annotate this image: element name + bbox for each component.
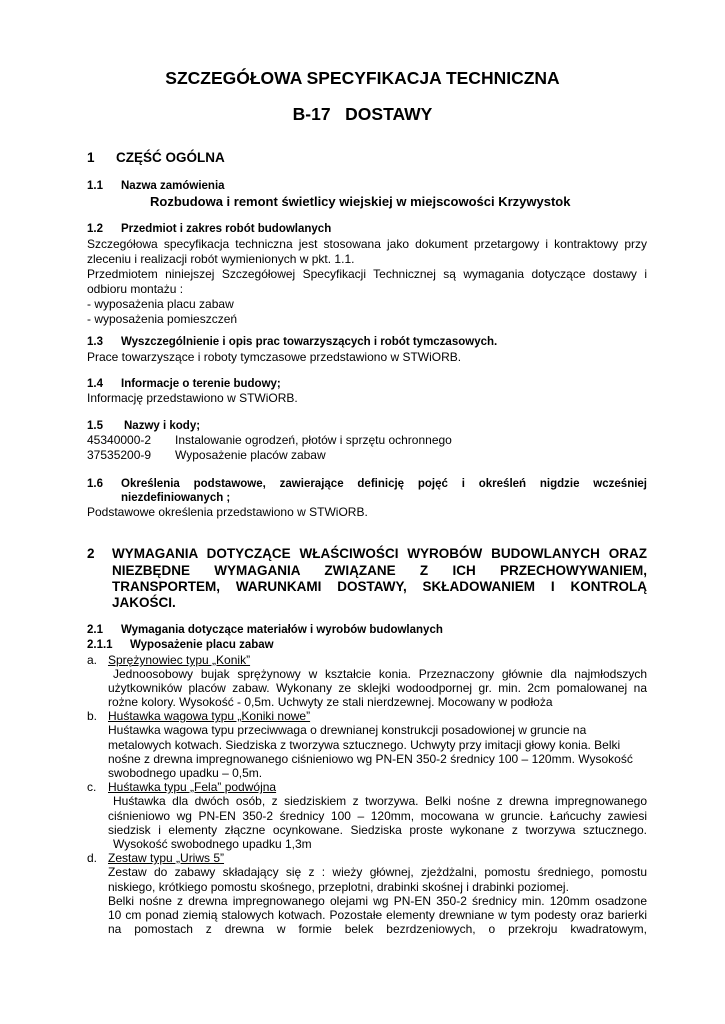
section-1-4-number: 1.4 xyxy=(87,378,103,390)
document-code: B-17 xyxy=(292,104,331,124)
section-1-2-line-2: zleceniu i realizacji robót wymienionych w pkt. 1.1. xyxy=(87,252,355,266)
section-1-6-text: Podstawowe określenia przedstawiono w STWiORB. xyxy=(87,505,368,519)
item-d-line-3: Belki nośne z drewna impregnowanego olejami wg PN-EN 350-2 średnicy min. 120mm osadzone xyxy=(108,894,647,908)
item-b-letter: b. xyxy=(87,709,98,723)
item-c-line-2: ciśnieniowo wg PN-EN 350-2 średnicy 100 – 120mm, mocowana w gruncie. Łańcuchy zawiesi xyxy=(108,809,647,823)
item-c-line-1: Huśtawka dla dwóch osób, z siedziskiem z tworzywa. Belki nośne z drewna impregnowanego xyxy=(113,794,647,808)
item-d-name: Zestaw typu „Uriws 5” xyxy=(108,851,225,865)
cpv-code-1: 45340000-2 xyxy=(87,433,152,447)
section-1-3-text: Prace towarzyszące i roboty tymczasowe przedstawiono w STWiORB. xyxy=(87,350,462,364)
item-c-line-4: Wysokość swobodnego upadku 1,3m xyxy=(113,837,312,851)
item-c-line-3: siedzisk i elementy złączne ocynkowane. Siedziska proste wykonane z tworzywa sztucznego. xyxy=(108,823,647,837)
item-b-line-3: nośne z drewna impregnowanego ciśnieniowo wg PN-EN 350-2 średnicy 100 – 120mm. Wysokość xyxy=(108,752,633,766)
section-2-title-line-2: NIEZBĘDNE WYMAGANIA ZWIĄZANE Z ICH PRZECHOWYWANIEM, xyxy=(112,563,647,578)
item-a-line-1: Jednoosobowy bujak sprężynowy w kształcie konia. Przeznaczony głównie dla najmłodszych xyxy=(113,667,647,681)
item-a-line-2: użytkowników placów zabaw. Wykonany ze sklejki wodoodpornej gr. min. 2cm pomalowanej na xyxy=(108,681,647,695)
item-d-line-1: Zestaw do zabawy składający się z : wieży głównej, zjeżdżalni, pomostu średniego, pomostu xyxy=(108,865,647,879)
item-a-name: Sprężynowiec typu „Konik” xyxy=(108,653,251,667)
section-1-3-number: 1.3 xyxy=(87,336,103,348)
section-2-title-line-1: WYMAGANIA DOTYCZĄCE WŁAŚCIWOŚCI WYROBÓW BUDOWLANYCH ORAZ xyxy=(112,546,647,561)
section-1-1-title: Nazwa zamówienia xyxy=(121,180,225,192)
section-1-4-title: Informacje o terenie budowy; xyxy=(121,378,281,390)
section-1-4-text: Informację przedstawiono w STWiORB. xyxy=(87,391,298,405)
section-1-5-title: Nazwy i kody; xyxy=(124,420,201,432)
cpv-desc-1: Instalowanie ogrodzeń, płotów i sprzętu ochronnego xyxy=(175,433,452,447)
item-d-line-2: niskiego, krótkiego pomostu skośnego, przeplotni, drabinki skośnej i drabinki poziomej. xyxy=(108,880,569,894)
section-1-2-line-3: Przedmiotem niniejszej Szczegółowej Specyfikacji Technicznej są wymagania dotyczące dostawy i xyxy=(87,267,647,281)
item-b-name: Huśtawka wagowa typu „Koniki nowe” xyxy=(108,709,311,723)
item-b-line-1: Huśtawka wagowa typu przeciwwaga o drewnianej konstrukcji posadowionej w gruncie na xyxy=(108,723,587,737)
section-1-6-number: 1.6 xyxy=(87,478,103,490)
section-2-1-number: 2.1 xyxy=(87,624,103,636)
section-2-number: 2 xyxy=(87,546,95,561)
section-1-2-line-1: Szczegółowa specyfikacja techniczna jest stosowana jako dokument przetargowy i kontraktowy przy xyxy=(87,237,647,251)
section-1-2-number: 1.2 xyxy=(87,223,103,235)
item-d-line-5: na pomostach z drewna w formie belek bezrdzeniowych, o przekroju kwadratowym, xyxy=(108,922,647,936)
item-d-line-4: 10 cm ponad ziemią stalowych kotwach. Pozostałe elementy drewniane w tym podesty oraz barierki xyxy=(108,908,647,922)
document-title: SZCZEGÓŁOWA SPECYFIKACJA TECHNICZNA xyxy=(165,68,560,88)
section-1-5-number: 1.5 xyxy=(87,420,103,432)
section-2-title-line-3: TRANSPORTEM, WARUNKAMI DOSTAWY, SKŁADOWANIEM I KONTROLĄ xyxy=(112,579,647,594)
cpv-code-2: 37535200-9 xyxy=(87,448,152,462)
section-2-1-1-number: 2.1.1 xyxy=(87,639,113,651)
section-1-number: 1 xyxy=(87,150,95,165)
section-1-6-title-line-1: Określenia podstawowe, zawierające definicję pojęć i określeń nigdzie wcześniej xyxy=(121,478,647,490)
order-name: Rozbudowa i remont świetlicy wiejskiej w miejscowości Krzywystok xyxy=(150,194,571,209)
section-1-3-title: Wyszczególnienie i opis prac towarzyszących i robót tymczasowych. xyxy=(121,336,498,348)
section-2-1-title: Wymagania dotyczące materiałów i wyrobów budowlanych xyxy=(121,624,443,636)
section-2-1-1-title: Wyposażenie placu zabaw xyxy=(130,639,274,651)
section-1-2-title: Przedmiot i zakres robót budowlanych xyxy=(121,223,332,235)
item-b-line-2: metalowych kotwach. Siedziska z tworzywa sztucznego. Uchwyty przy imitacji głowy konia. Belki xyxy=(108,738,621,752)
section-1-1-number: 1.1 xyxy=(87,180,103,192)
cpv-desc-2: Wyposażenie placów zabaw xyxy=(175,448,326,462)
section-1-2-line-4: odbioru montażu : xyxy=(87,282,184,296)
section-2-title-line-4: JAKOŚCI. xyxy=(112,595,176,610)
section-1-6-title-line-2: niezdefiniowanych ; xyxy=(121,492,231,504)
item-b-line-4: swobodnego upadku – 0,5m. xyxy=(108,766,263,780)
item-c-letter: c. xyxy=(87,780,97,794)
document-code-line xyxy=(0,104,725,125)
item-d-letter: d. xyxy=(87,851,98,865)
section-1-2-line-5: - wyposażenia placu zabaw xyxy=(87,297,234,311)
item-c-name: Huśtawka typu „Fela” podwójna xyxy=(108,780,277,794)
section-1-title: CZĘŚĆ OGÓLNA xyxy=(116,150,225,165)
item-a-letter: a. xyxy=(87,653,98,667)
item-a-line-3: rożne kolory. Wysokość - 0,5m. Uchwyty ze stali nierdzewnej. Mocowany w podłoża xyxy=(108,695,553,709)
section-1-2-line-6: - wyposażenia pomieszczeń xyxy=(87,312,238,326)
document-subject: DOSTAWY xyxy=(345,104,433,124)
